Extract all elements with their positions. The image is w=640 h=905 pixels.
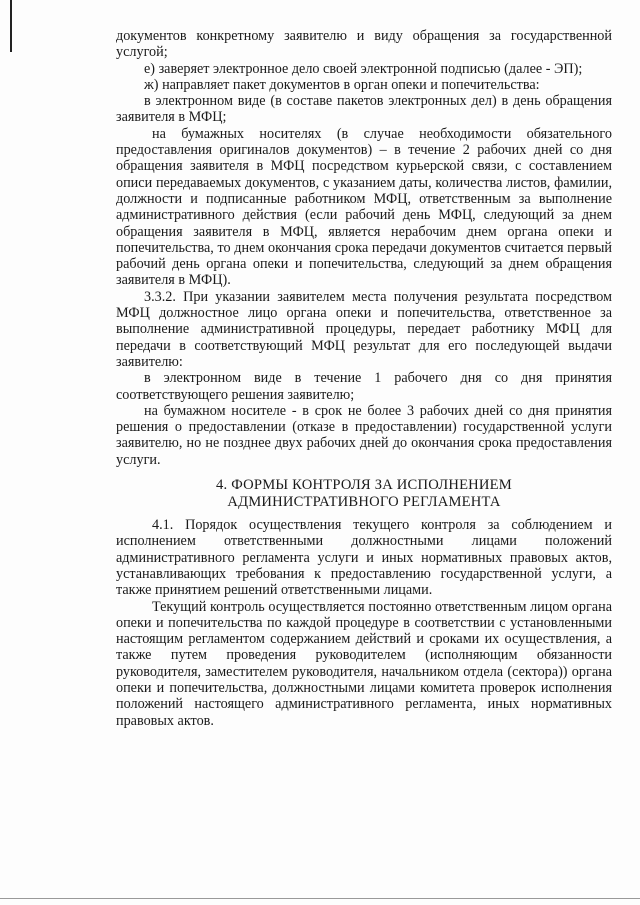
paragraph-electronic-result: в электронном виде в течение 1 рабочего дня со дня принятия соответствующего решения заявителю; [116,370,612,403]
section-heading-line2: АДМИНИСТРАТИВНОГО РЕГЛАМЕНТА [227,494,501,511]
paragraph-paper-result: на бумажном носителе - в срок не более 3 рабочих дней со дня принятия решения о предоставлении (отказе в предоставлении) государственной услуги заявителю, но не позднее двух рабочих дней до окончания срока предоставления услуги. [116,402,612,468]
paragraph-item-zh: ж) направляет пакет документов в орган опеки и попечительства: [144,76,540,93]
document-body [116,28,612,729]
paragraph-3-3-2: 3.3.2. При указании заявителем места получения результата посредством МФЦ должностное лицо органа опеки и попечительства, ответственное за выполнение административной процедуры, передает работнику МФЦ для передачи в соответствующий МФЦ результат для его последующей выдачи заявителю: [116,288,612,370]
section-heading-line1: 4. ФОРМЫ КОНТРОЛЯ ЗА ИСПОЛНЕНИЕМ [216,477,512,494]
paragraph-electronic: в электронном виде (в составе пакетов электронных дел) в день обращения заявителя в МФЦ; [116,93,612,126]
margin-rule [10,0,12,52]
paragraph-paper: на бумажных носителях (в случае необходимости обязательного предоставления оригиналов документов) – в течение 2 рабочих дней со дня обращения заявителя в МФЦ посредством курьерской связи, с составлением описи передаваемых документов, с указанием даты, количества листов, фамилии, должности и подписанные работником МФЦ, ответственным за выполнение административного действия (если рабочий день МФЦ, следующий за днем обращения заявителя в МФЦ, является нерабочим днем органа опеки и попечительства, то днем окончания срока передачи документов считается первый рабочий день органа опеки и попечительства, следующий за днем обращения заявителя в МФЦ). [116,125,612,289]
page-bottom-edge [0,898,640,899]
paragraph-item-e: е) заверяет электронное дело своей электронной подписью (далее - ЭП); [144,60,583,77]
paragraph-current-control: Текущий контроль осуществляется постоянно ответственным лицом органа опеки и попечительства по каждой процедуре в соответствии с установленными настоящим регламентом содержанием действий и сроками их осуществления, а также путем проведения руководителем (исполняющим обязанности руководителя, заместителем руководителя, начальником отдела (сектора)) органа опеки и попечительства, должностными лицами комитета проверок исполнения положений настоящего административного регламента, иных нормативных правовых актов. [116,598,612,729]
paragraph-continuation: документов конкретному заявителю и виду обращения за государственной услугой; [116,28,612,61]
paragraph-4-1: 4.1. Порядок осуществления текущего контроля за соблюдением и исполнением ответственными должностными лицами положений административного регламента услуги и иных нормативных правовых актов, устанавливающих требования к предоставлению государственной услуги, а также принятием решений ответственными лицами. [116,517,612,599]
